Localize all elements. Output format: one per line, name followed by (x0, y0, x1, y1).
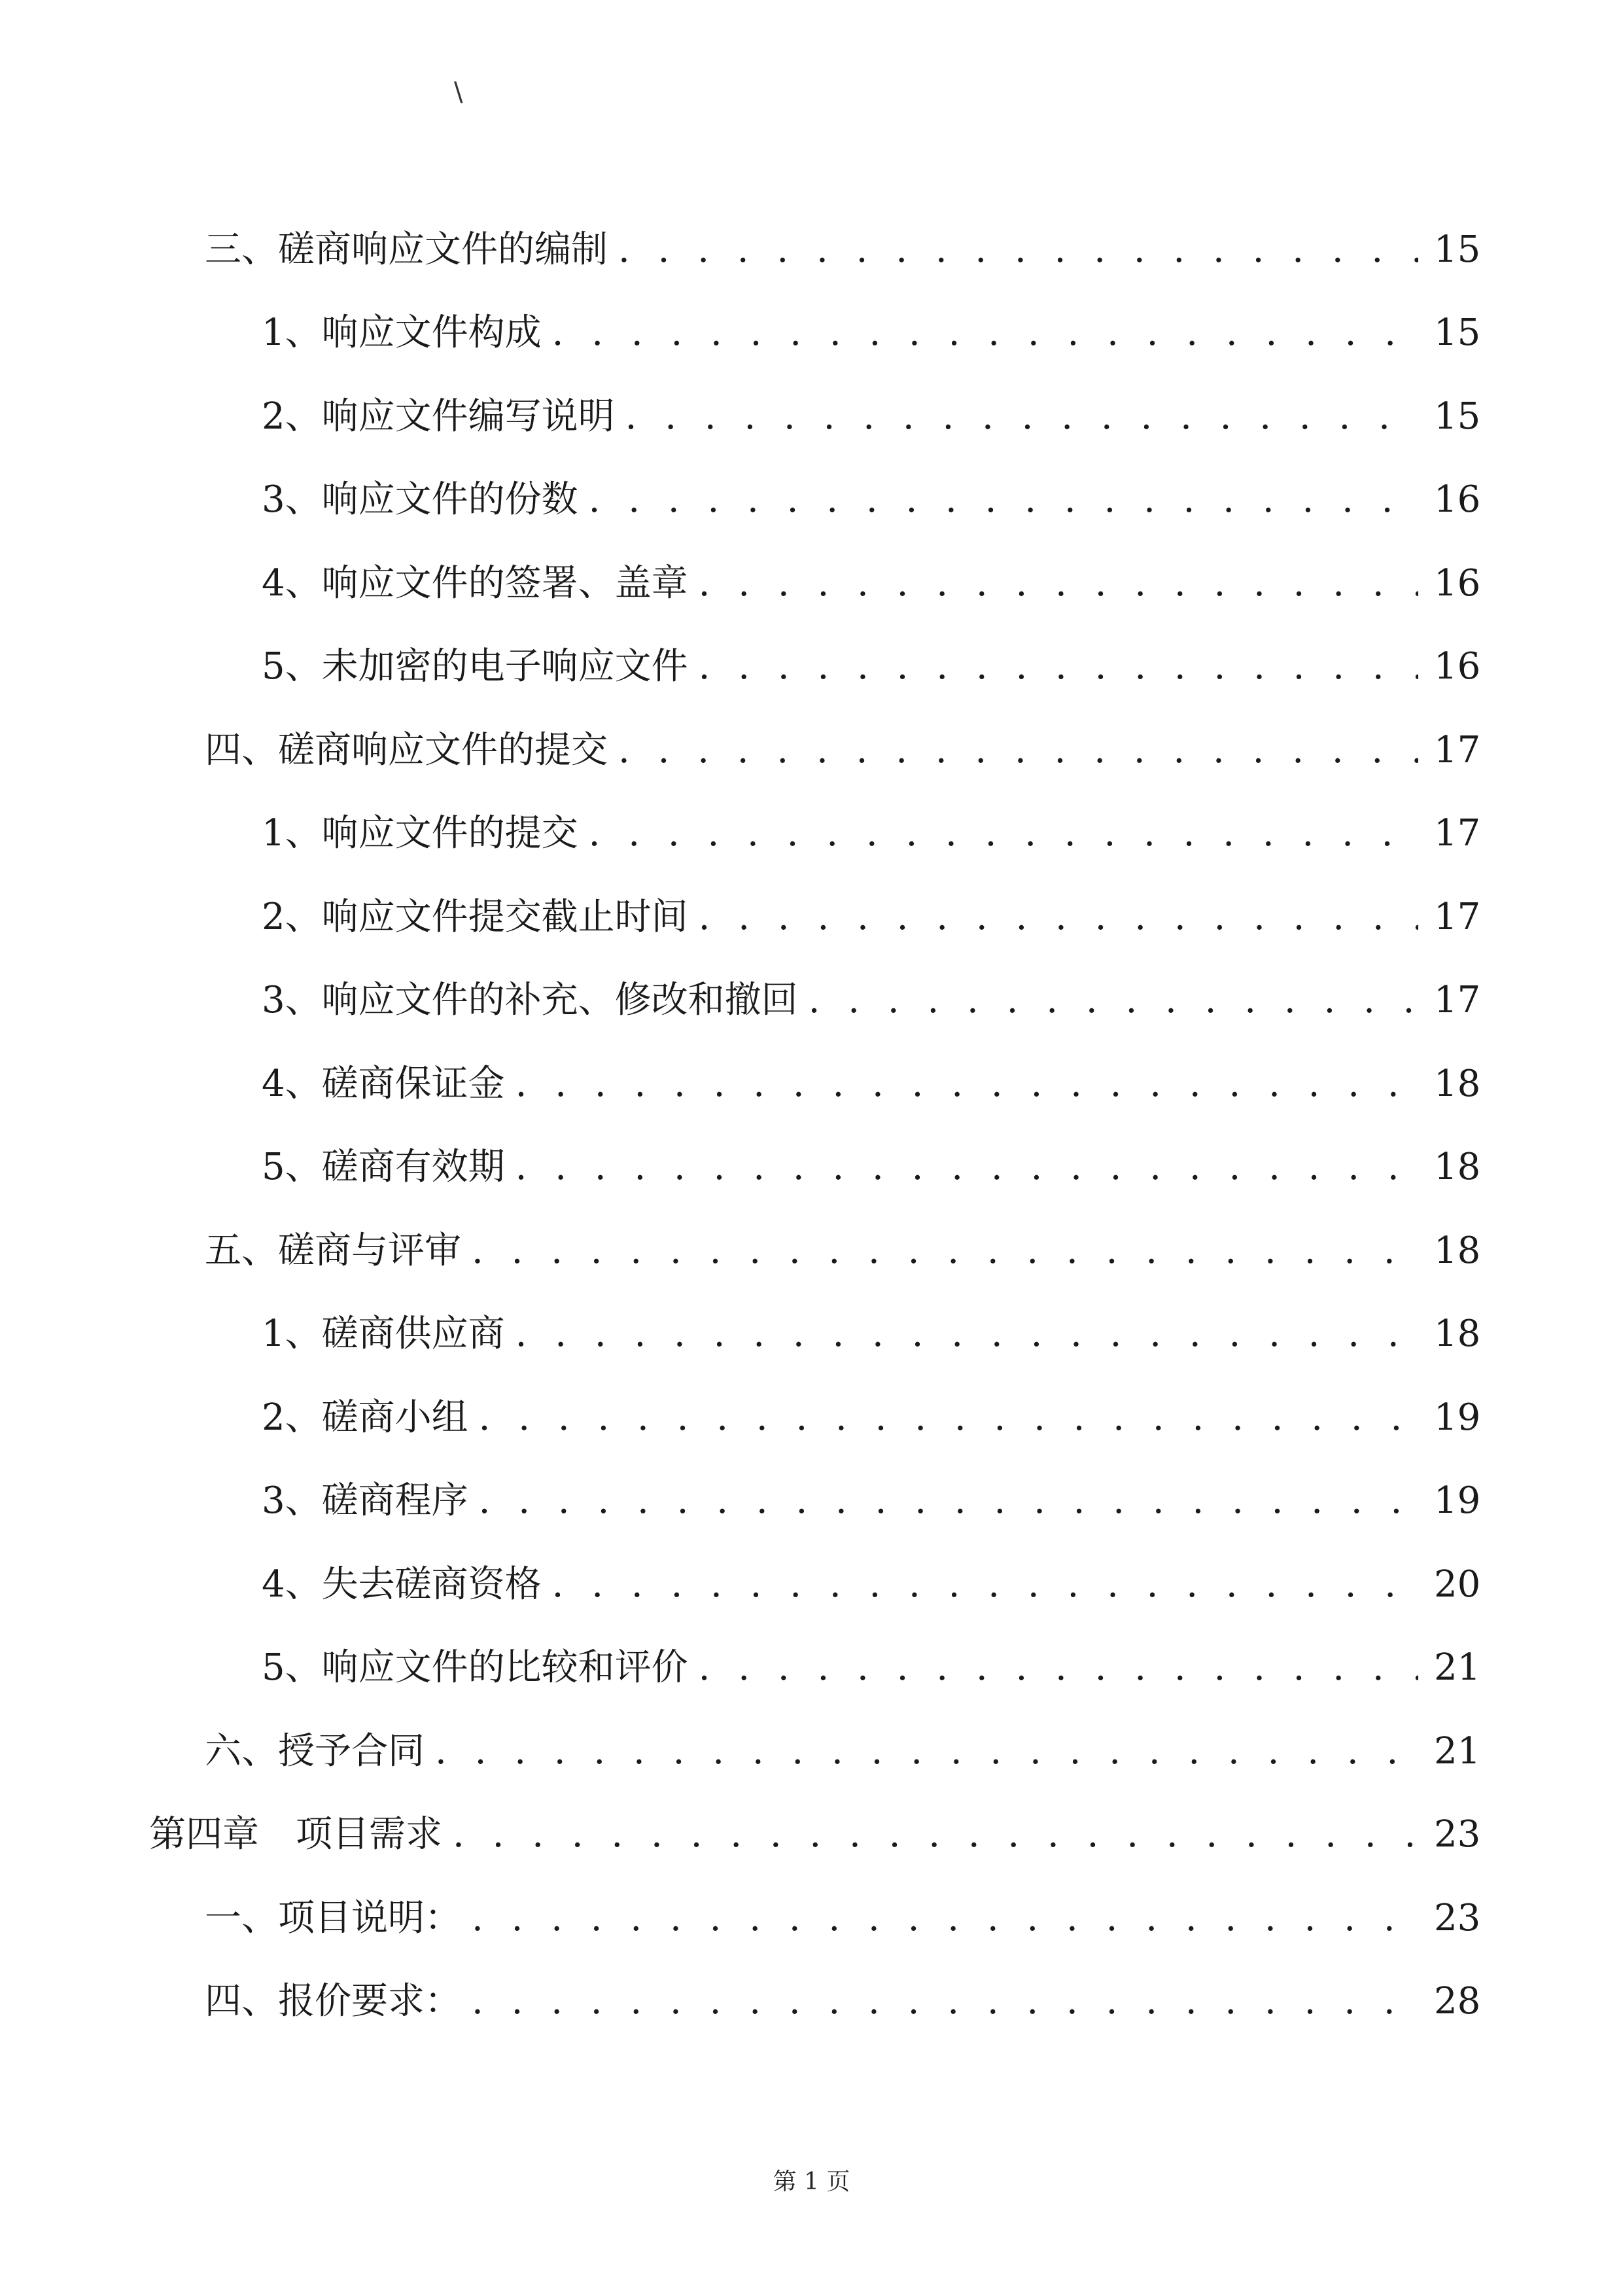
toc-entry[interactable] (0, 875, 1623, 959)
toc-dot-leader (453, 1815, 1418, 1854)
toc-entry-page-number: 21 (1434, 1646, 1481, 1689)
toc-entry-title: 5、响应文件的比较和评价 (262, 1646, 688, 1689)
toc-entry[interactable] (0, 1293, 1623, 1377)
toc-dot-leader (515, 1315, 1418, 1354)
toc-entry-title: 六、授予合同 (205, 1729, 425, 1773)
toc-entry-title: 2、磋商小组 (262, 1396, 468, 1439)
toc-entry-page-number: 19 (1434, 1479, 1481, 1523)
toc-entry[interactable] (0, 1126, 1623, 1210)
toc-entry[interactable] (0, 1543, 1623, 1627)
toc-entry-page-number: 23 (1434, 1896, 1481, 1939)
toc-entry-page-number: 17 (1434, 812, 1481, 855)
toc-dot-leader (589, 480, 1418, 520)
toc-entry-title: 5、磋商有效期 (262, 1146, 505, 1189)
toc-entry-title: 3、磋商程序 (262, 1479, 468, 1523)
toc-entry-title: 1、响应文件构成 (262, 311, 542, 355)
toc-dot-leader (515, 1148, 1418, 1187)
toc-dot-leader (618, 230, 1418, 270)
toc-entry[interactable] (0, 1627, 1623, 1710)
toc-entry[interactable] (0, 1376, 1623, 1460)
toc-entry[interactable] (0, 292, 1623, 376)
toc-dot-leader (699, 1648, 1418, 1687)
toc-entry-page-number: 18 (1434, 1146, 1481, 1189)
toc-entry-title: 一、项目说明： (205, 1896, 461, 1939)
toc-dot-leader (618, 731, 1418, 770)
toc-entry-title: 5、未加密的电子响应文件 (262, 645, 688, 688)
toc-entry-page-number: 15 (1434, 311, 1481, 355)
toc-dot-leader (625, 397, 1418, 436)
toc-entry-page-number: 20 (1434, 1563, 1481, 1606)
toc-entry-page-number: 23 (1434, 1813, 1481, 1856)
toc-entry-title: 1、磋商供应商 (262, 1313, 505, 1356)
toc-entry-page-number: 19 (1434, 1396, 1481, 1439)
toc-entry-page-number: 15 (1434, 228, 1481, 271)
toc-entry-title: 1、响应文件的提交 (262, 812, 578, 855)
toc-dot-leader (435, 1732, 1418, 1771)
toc-dot-leader (552, 1565, 1418, 1604)
toc-entry[interactable] (0, 1460, 1623, 1544)
toc-dot-leader (809, 981, 1418, 1020)
toc-dot-leader (479, 1481, 1418, 1521)
toc-entry-title: 第四章 项目需求 (149, 1813, 442, 1856)
toc-entry[interactable] (0, 1960, 1623, 2044)
page-number-label: 第 1 页 (773, 2168, 850, 2195)
toc-dot-leader (699, 898, 1418, 937)
toc-entry-page-number: 17 (1434, 728, 1481, 771)
toc-entry-title: 2、响应文件提交截止时间 (262, 895, 688, 938)
toc-entry-page-number: 17 (1434, 895, 1481, 938)
toc-entry[interactable] (0, 1710, 1623, 1793)
toc-entry[interactable] (0, 1042, 1623, 1126)
table-of-contents (0, 208, 1623, 2043)
toc-entry[interactable] (0, 208, 1623, 292)
toc-entry-page-number: 21 (1434, 1729, 1481, 1773)
toc-dot-leader (472, 1899, 1418, 1938)
toc-dot-leader (552, 313, 1418, 353)
toc-entry-title: 4、失去磋商资格 (262, 1563, 542, 1606)
toc-dot-leader (472, 1982, 1418, 2021)
toc-entry[interactable] (0, 959, 1623, 1043)
toc-entry[interactable] (0, 375, 1623, 459)
toc-entry[interactable] (0, 709, 1623, 792)
toc-dot-leader (589, 814, 1418, 853)
toc-dot-leader (515, 1065, 1418, 1104)
toc-entry-title: 3、响应文件的份数 (262, 478, 578, 521)
toc-entry-title: 四、磋商响应文件的提交 (205, 728, 608, 771)
header-mark: \ (454, 77, 463, 107)
toc-entry[interactable] (0, 542, 1623, 626)
toc-dot-leader (699, 564, 1418, 603)
toc-entry-title: 3、响应文件的补充、修改和撤回 (262, 979, 798, 1022)
toc-entry-title: 四、报价要求： (205, 1980, 461, 2023)
toc-entry[interactable] (0, 792, 1623, 876)
toc-entry-page-number: 18 (1434, 1229, 1481, 1272)
toc-dot-leader (699, 647, 1418, 686)
toc-entry-page-number: 17 (1434, 979, 1481, 1022)
toc-entry-title: 2、响应文件编写说明 (262, 395, 615, 438)
toc-entry[interactable] (0, 1209, 1623, 1293)
toc-entry-page-number: 16 (1434, 645, 1481, 688)
toc-entry[interactable] (0, 459, 1623, 542)
toc-entry[interactable] (0, 1877, 1623, 1960)
toc-entry-page-number: 18 (1434, 1062, 1481, 1105)
toc-entry-page-number: 28 (1434, 1980, 1481, 2023)
toc-entry-page-number: 16 (1434, 478, 1481, 521)
page-footer (0, 2163, 1623, 2197)
toc-entry-title: 4、响应文件的签署、盖章 (262, 561, 688, 605)
toc-dot-leader (472, 1231, 1418, 1271)
toc-entry-title: 五、磋商与评审 (205, 1229, 461, 1272)
toc-entry-page-number: 16 (1434, 561, 1481, 605)
toc-entry-page-number: 15 (1434, 395, 1481, 438)
toc-entry-page-number: 18 (1434, 1313, 1481, 1356)
toc-entry-title: 三、磋商响应文件的编制 (205, 228, 608, 271)
toc-dot-leader (479, 1398, 1418, 1438)
toc-entry[interactable] (0, 626, 1623, 709)
toc-entry-title: 4、磋商保证金 (262, 1062, 505, 1105)
toc-entry[interactable] (0, 1793, 1623, 1877)
